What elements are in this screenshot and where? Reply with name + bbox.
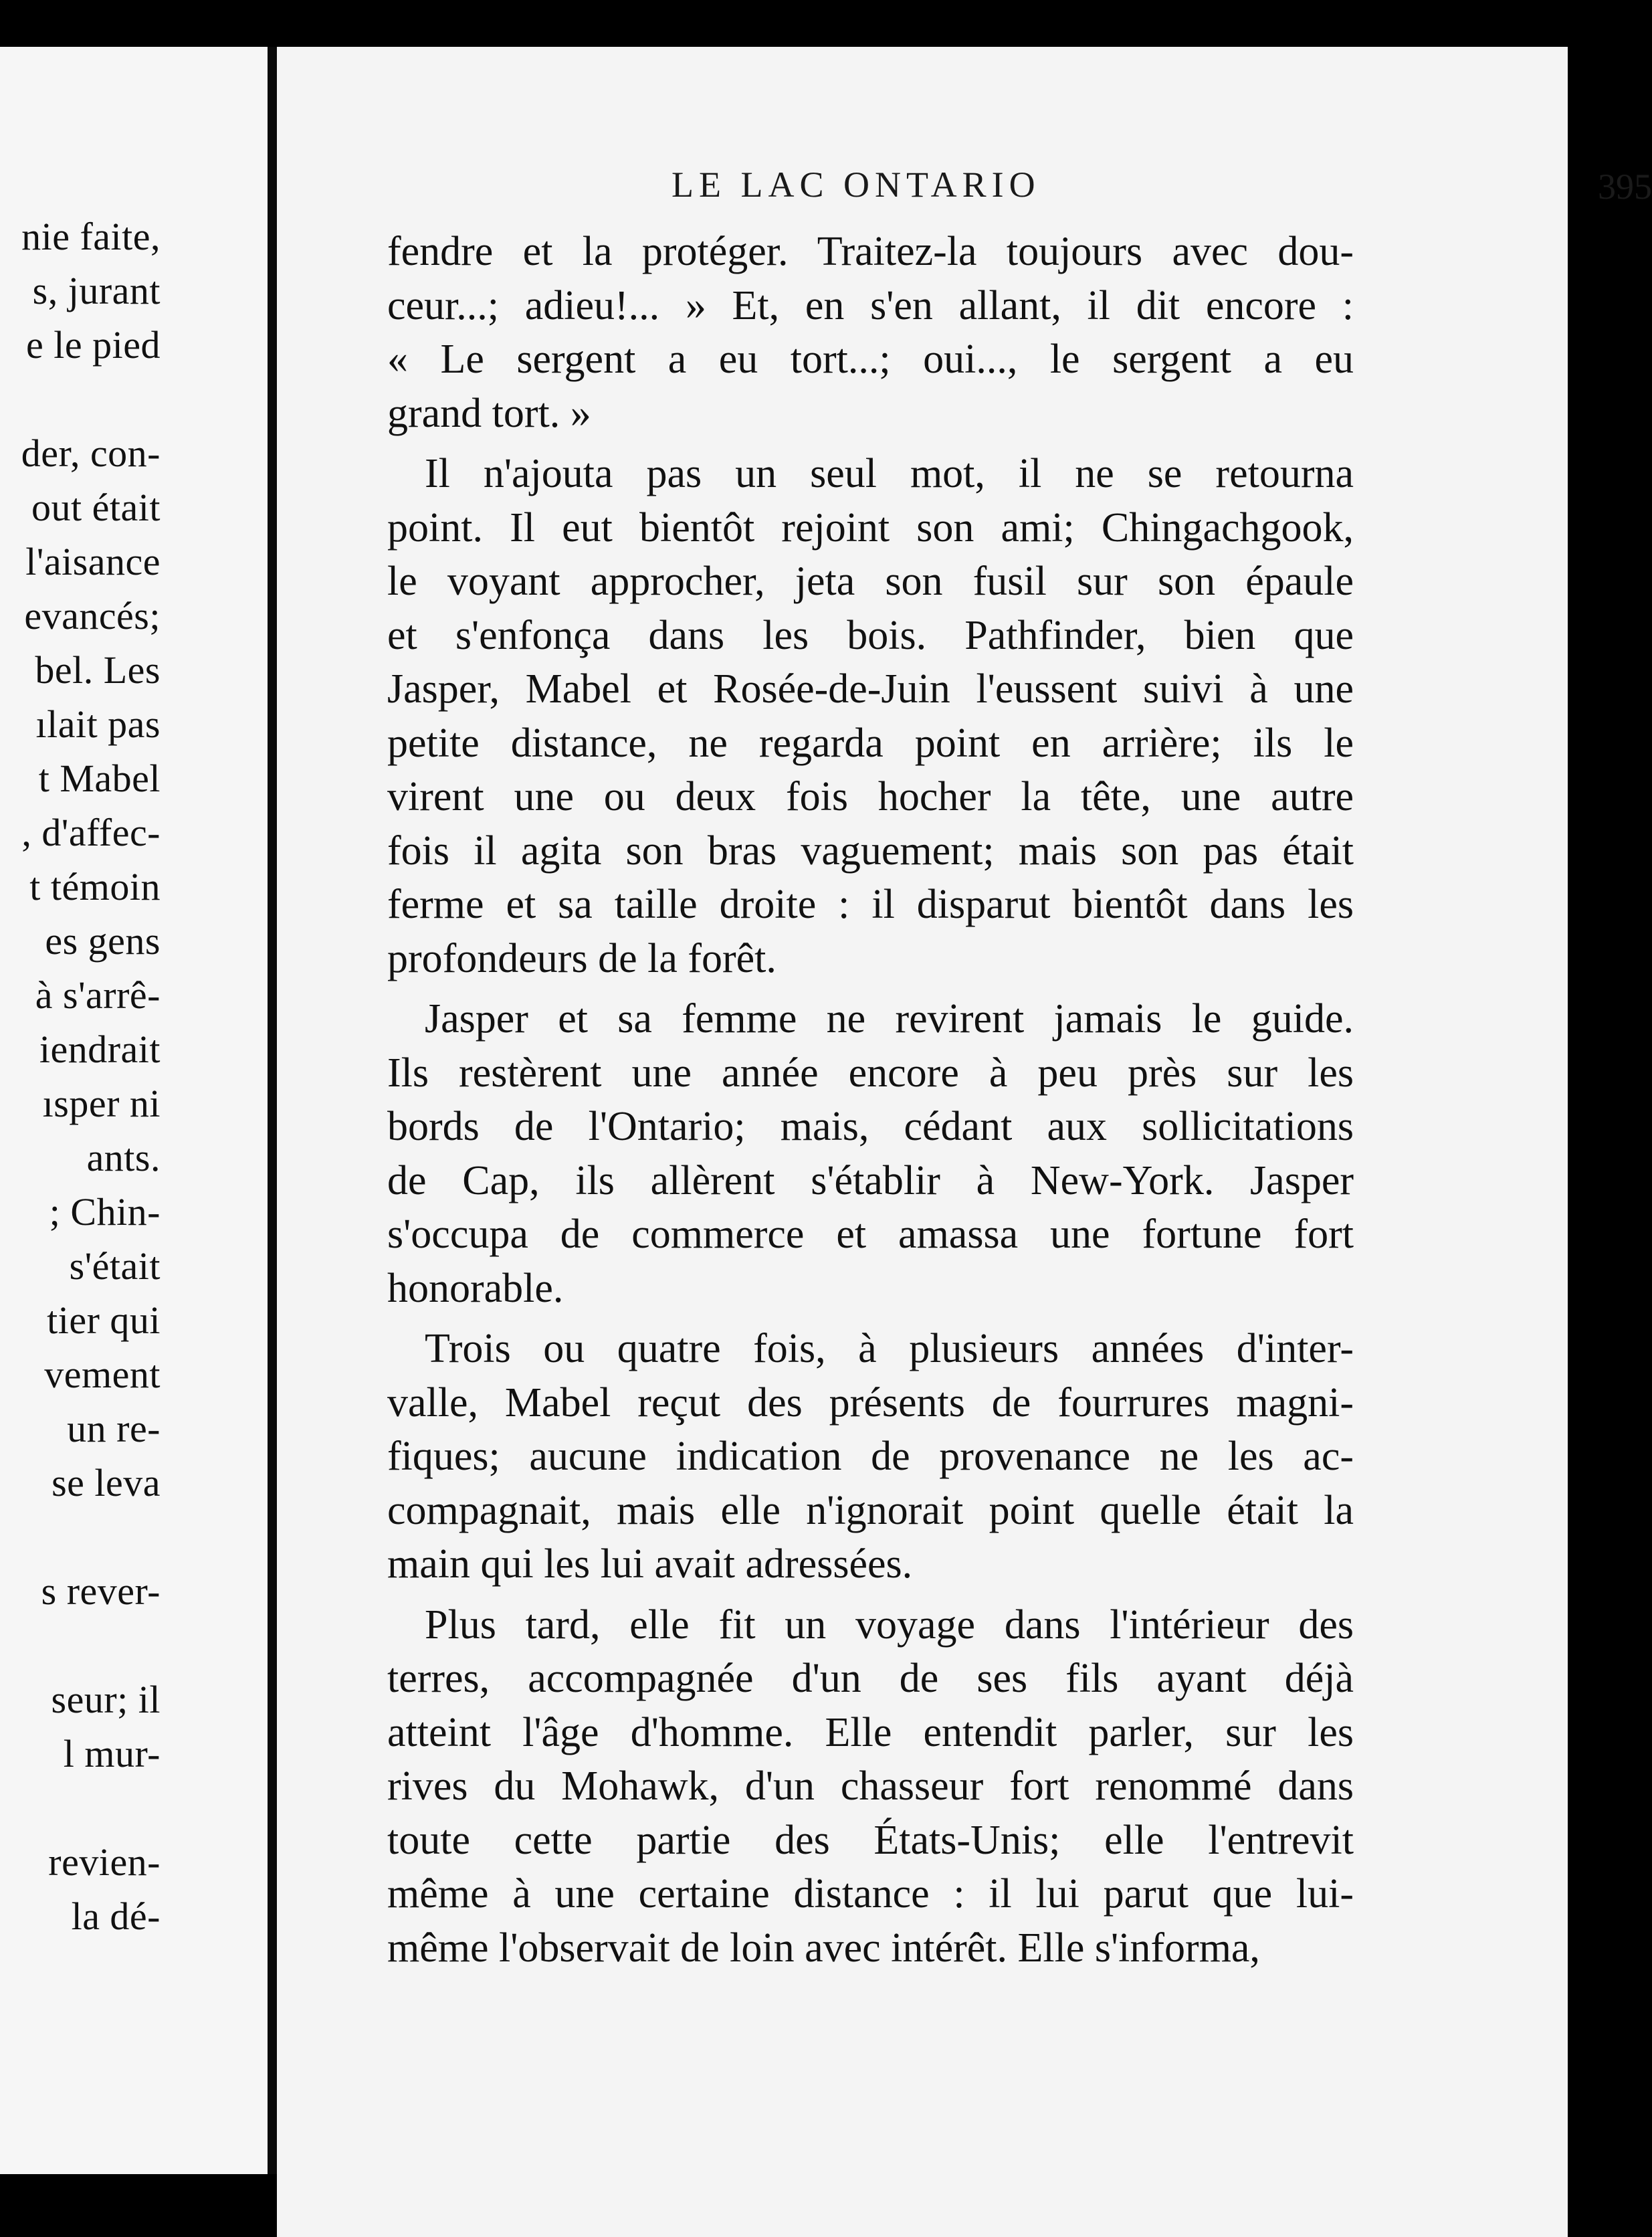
text-line: fois il agita son bras vaguement; mais son pas était [387,828,1354,874]
text-line: même l'observait de loin avec intérêt. Elle s'informa, [387,1925,1260,1971]
text-line: main qui les lui avait adressées. [387,1541,913,1587]
scan-border-bottom-left [0,2174,277,2237]
left-page-line: l mur- [63,1732,161,1775]
text-line: ceur...; adieu!... » Et, en s'en allant, il dit encore : [387,283,1354,328]
page-number: 395 [1598,167,1652,207]
text-line: Trois ou quatre fois, à plusieurs années d'inter- [425,1326,1354,1371]
text-line: grand tort. » [387,391,591,436]
left-page-line: ısper ni [42,1082,161,1125]
text-line: Jasper et sa femme ne revirent jamais le guide. [425,996,1354,1042]
left-page-line: se leva [51,1461,161,1504]
text-line: et s'enfonça dans les bois. Pathfinder, bien que [387,613,1354,658]
text-line: point. Il eut bientôt rejoint son ami; Chingachgook, [387,505,1354,551]
left-page-line: revien- [48,1840,161,1884]
left-page-line: bel. Les [35,648,161,692]
left-page-line: s, jurant [32,269,161,312]
text-line: honorable. [387,1266,564,1311]
text-line: Ils restèrent une année encore à peu près sur les [387,1050,1354,1096]
left-page-line: , d'affec- [21,811,161,854]
facing-page-left [0,47,268,2174]
left-page-line: tier qui [47,1298,161,1342]
text-line: Il n'ajouta pas un seul mot, il ne se retourna [425,451,1354,496]
text-line: le voyant approcher, jeta son fusil sur son épaule [387,559,1354,604]
text-line: ferme et sa taille droite : il disparut bientôt dans les [387,882,1354,927]
left-page-line: à s'arrê- [35,973,161,1017]
text-line: fendre et la protéger. Traitez-la toujours avec dou- [387,229,1354,274]
left-page-line: iendrait [39,1028,161,1071]
left-page-line: ; Chin- [49,1190,161,1234]
left-page-line: seur; il [51,1678,161,1721]
left-page-line: ılait pas [35,702,161,746]
left-page-line: s rever- [41,1569,161,1613]
text-line: « Le sergent a eu tort...; oui..., le sergent a eu [387,336,1354,382]
text-line: virent une ou deux fois hocher la tête, une autre [387,774,1354,819]
text-line: de Cap, ils allèrent s'établir à New-York. Jasper [387,1158,1354,1203]
left-page-line: t Mabel [38,757,161,800]
text-line: compagnait, mais elle n'ignorait point quelle était la [387,1488,1354,1533]
text-line: bords de l'Ontario; mais, cédant aux sollicitations [387,1104,1354,1149]
text-line: valle, Mabel reçut des présents de fourrures magni- [387,1380,1354,1426]
text-line: terres, accompagnée d'un de ses fils ayant déjà [387,1656,1354,1701]
left-page-line: t témoin [29,865,161,908]
left-page-line: es gens [45,919,161,963]
left-page-line: nie faite, [21,215,161,258]
text-line: même à une certaine distance : il lui parut que lui- [387,1871,1354,1917]
left-page-line: ants. [86,1136,161,1179]
scan-border-top [0,0,1568,47]
running-head: LE LAC ONTARIO [672,165,1041,205]
left-page-line: vement [44,1353,161,1396]
book-gutter [268,47,277,2174]
text-line: fiques; aucune indication de provenance ne les ac- [387,1434,1354,1479]
text-line: Jasper, Mabel et Rosée-de-Juin l'eussent suivi à une [387,666,1354,712]
text-line: rives du Mohawk, d'un chasseur fort renommé dans [387,1763,1354,1809]
left-page-line: e le pied [26,323,161,367]
text-line: s'occupa de commerce et amassa une fortune fort [387,1211,1354,1257]
text-line: toute cette partie des États-Unis; elle l'entrevit [387,1818,1354,1863]
left-page-line: un re- [67,1407,161,1450]
text-line: Plus tard, elle fit un voyage dans l'intérieur des [425,1602,1354,1648]
left-page-line: evancés; [24,594,161,638]
book-page [277,47,1652,2237]
text-line: atteint l'âge d'homme. Elle entendit parler, sur les [387,1710,1354,1755]
text-line: petite distance, ne regarda point en arrière; ils le [387,720,1354,766]
left-page-line: la dé- [71,1894,161,1938]
left-page-line: der, con- [21,431,161,475]
text-line: profondeurs de la forêt. [387,936,777,981]
left-page-line: l'aisance [25,540,161,583]
left-page-line: out était [31,486,161,529]
left-page-line: s'était [69,1244,161,1288]
